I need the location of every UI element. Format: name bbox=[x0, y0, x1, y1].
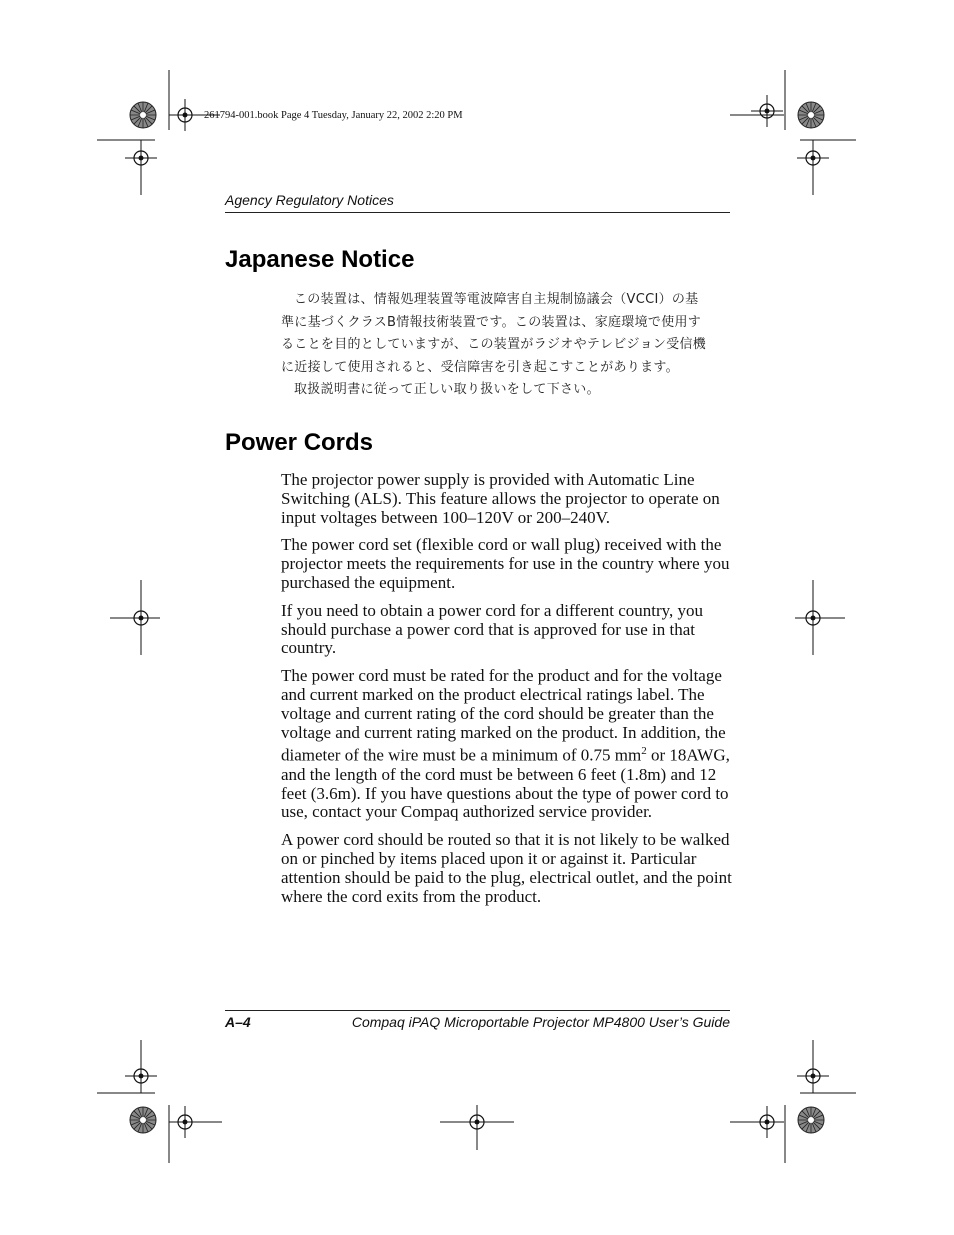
paragraph-text: or 18AWG, and the length of the cord must be between 6 feet (1.8m) and 12 feet (3.6m). If you have questions about the type of power cord to use, contact your Compaq authorized service provider. bbox=[281, 746, 730, 822]
book-title: Compaq iPAQ Microportable Projector MP4800 User’s Guide bbox=[351, 1014, 730, 1030]
japanese-notice-heading: Japanese Notice bbox=[225, 246, 415, 273]
page-number: A–4 bbox=[225, 1014, 251, 1030]
star-target-icon bbox=[130, 102, 156, 128]
paragraph: The power cord set (flexible cord or wall plug) received with the projector meets the requirements for use in the country where you purchased the equipment. bbox=[281, 535, 730, 592]
registration-mark-icon bbox=[751, 95, 783, 127]
jp-line: この装置は、情報処理装置等電波障害自主規制協議会（VCCI）の基 bbox=[294, 292, 699, 307]
paragraph: The projector power supply is provided with Automatic Line Switching (ALS). This feature allows the projector to operate on input voltages between 100–120V or 200–240V. bbox=[281, 470, 720, 527]
paragraph-text: The power cord must be rated for the product and for the voltage and current marked on the product electrical ratings label. The voltage and current rating of the cord should be greater than the voltage and current rating marked on the product. In addition, the diameter of the wire must be a minimum of 0.75 mm bbox=[281, 666, 726, 766]
jp-line: ることを目的としていますが、この装置がラジオやテレビジョン受信機 bbox=[281, 337, 707, 352]
paragraph: If you need to obtain a power cord for a different country, you should purchase a power cord that is approved for use in that country. bbox=[281, 600, 704, 658]
japanese-notice-text bbox=[281, 289, 733, 402]
jp-line: 準に基づくクラスB情報技術装置です。この装置は、家庭環境で使用す bbox=[281, 314, 702, 330]
paragraph: A power cord should be routed so that it is not likely to be walked on or pinched by items placed upon it or against it. Particular attention should be paid to the plug, electrical outlet, and the point where the cord exits from the product. bbox=[281, 830, 732, 906]
superscript: 2 bbox=[641, 745, 647, 758]
jp-line: に近接して使用されると、受信障害を引き起こすことがあります。 bbox=[281, 359, 679, 375]
paragraph bbox=[281, 667, 733, 822]
star-target-icon bbox=[798, 1107, 824, 1133]
power-cords-heading: Power Cords bbox=[225, 429, 374, 456]
star-target-icon bbox=[798, 102, 824, 128]
jp-line: 取扱説明書に従って正しい取り扱いをして下さい。 bbox=[294, 382, 600, 397]
header-rule bbox=[225, 212, 730, 213]
power-cords-body bbox=[281, 471, 733, 915]
star-target-icon bbox=[130, 1107, 156, 1133]
print-slug: 261794-001.book Page 4 Tuesday, January 22, 2002 2:20 PM bbox=[204, 110, 463, 121]
footer-rule bbox=[225, 1010, 730, 1011]
running-head: Agency Regulatory Notices bbox=[225, 192, 394, 208]
